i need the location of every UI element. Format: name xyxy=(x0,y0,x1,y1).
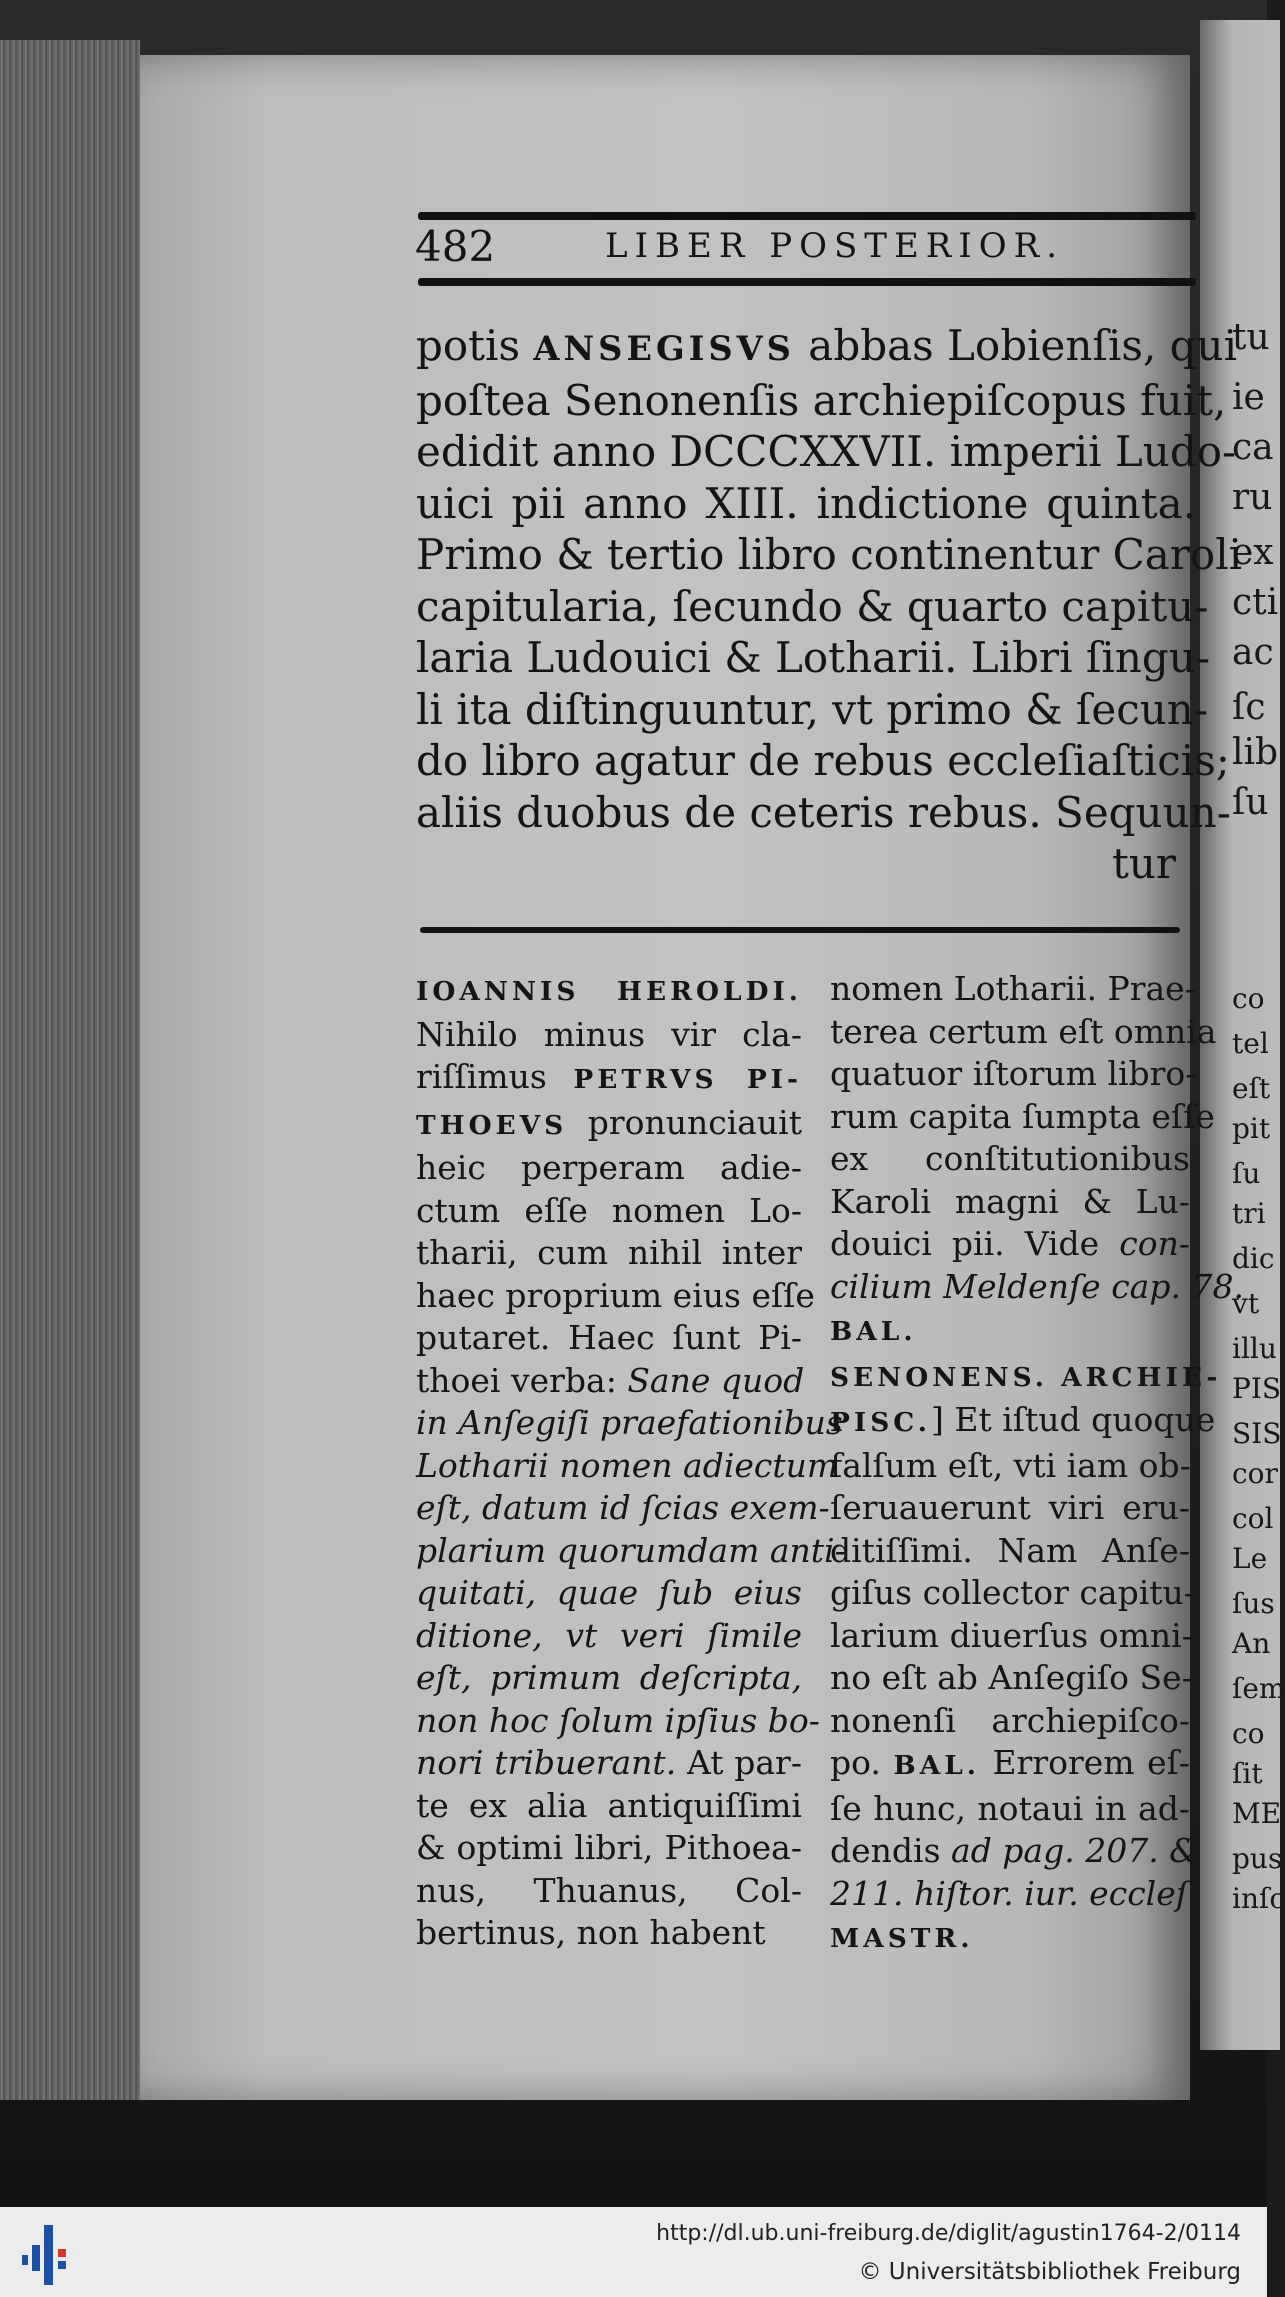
facing-page-fragment: ME xyxy=(1232,1797,1282,1830)
text-run: tharii, cum nihil inter xyxy=(416,1233,802,1272)
text-run: At par- xyxy=(676,1743,802,1782)
text-line xyxy=(416,1317,802,1360)
text-run: po. xyxy=(830,1743,894,1782)
text-line xyxy=(416,1275,815,1318)
text-line xyxy=(416,684,1209,736)
text-line xyxy=(416,426,1237,478)
text-run: pronunciauit xyxy=(567,1102,802,1142)
text-line xyxy=(416,1700,820,1743)
text-run: abbas Lobienſis, qui xyxy=(794,321,1238,370)
facing-page-fragment: tri xyxy=(1232,1197,1266,1230)
text-line xyxy=(830,1445,1190,1488)
text-run: capitularia, ſecundo & quarto capitu- xyxy=(416,581,1209,631)
catchword: tur xyxy=(1111,839,1176,888)
italic-run: plarium quorumdam anti- xyxy=(416,1530,846,1570)
facing-page-fragment: cor xyxy=(1232,1457,1278,1490)
text-run: heic perperam adie- xyxy=(416,1148,802,1187)
text-run: potis xyxy=(416,321,534,370)
text-run: laria Ludouici & Lotharii. Libri ſingu- xyxy=(416,633,1211,682)
text-run: falſum eſt, vti iam ob- xyxy=(830,1445,1191,1485)
text-run: ex conſtitutionibus xyxy=(830,1139,1190,1178)
text-line xyxy=(416,1360,805,1403)
small-caps-run: THOEVS xyxy=(416,1109,568,1141)
text-line xyxy=(416,1147,802,1190)
text-run: larium diuerſus omni- xyxy=(830,1615,1193,1655)
main-text xyxy=(416,320,1243,890)
italic-run: Lotharii nomen adiectum xyxy=(416,1445,839,1485)
text-line xyxy=(416,529,1243,581)
small-caps-run: PETRVS PI- xyxy=(573,1064,802,1095)
running-title: LIBER POSTERIOR. xyxy=(605,226,1065,266)
facing-page-fragment: cti xyxy=(1232,582,1279,623)
footnote-rule xyxy=(420,927,1180,933)
facing-page-fragment: col xyxy=(1232,1502,1274,1535)
text-line xyxy=(830,1915,1190,1961)
text-line xyxy=(416,375,1227,427)
small-caps-run: BAL. xyxy=(893,1750,980,1781)
text-line xyxy=(830,1873,1199,1916)
text-run: douici pii. Vide xyxy=(830,1224,1120,1263)
facing-page-fragment: co xyxy=(1232,1717,1265,1750)
facing-page-fragment: eſt xyxy=(1232,1072,1271,1105)
facing-page-fragment: ſit xyxy=(1232,1757,1263,1790)
facing-page-fragment: ſu xyxy=(1232,782,1269,823)
logo-bar-main xyxy=(44,2225,53,2285)
text-line xyxy=(416,1530,846,1573)
permalink-url[interactable]: http://dl.ub.uni-freiburg.de/diglit/agustin1764-2/0114 xyxy=(656,2221,1241,2246)
text-run: haec proprium eius eſſe xyxy=(416,1275,815,1315)
text-line xyxy=(830,1096,1215,1139)
text-line xyxy=(416,1232,802,1275)
facing-page-fragment: tu xyxy=(1232,317,1270,358)
text-line xyxy=(416,1056,802,1102)
small-caps-run: MASTR. xyxy=(830,1923,974,1954)
text-line xyxy=(830,1011,1217,1054)
text-run: ] Et iſtud quoque xyxy=(930,1400,1216,1439)
small-caps-run: SENONENS. ARCHIE- xyxy=(830,1361,1222,1393)
text-run: & optimi libri, Pithoea- xyxy=(416,1828,802,1867)
text-run: poſtea Senonenſis archiepiſcopus fuit, xyxy=(416,375,1227,425)
text-run: do libro agatur de rebus eccleſiaſticis; xyxy=(416,736,1230,785)
facing-page-fragment: pus xyxy=(1232,1842,1283,1875)
text-run: edidit anno DCCCXXVII. imperii Ludo- xyxy=(416,427,1237,476)
book-fore-edge xyxy=(0,40,143,2100)
text-run: no eſt ab Anſegiſo Se- xyxy=(830,1658,1193,1697)
text-line xyxy=(416,1190,802,1233)
italic-run: Sane quod xyxy=(627,1360,805,1400)
facing-page-fragment: ſus xyxy=(1232,1587,1275,1620)
facing-page-fragment: lib xyxy=(1232,732,1279,773)
italic-run: non hoc ſolum ipſius bo- xyxy=(416,1700,820,1740)
text-run: Karoli magni & Lu- xyxy=(830,1181,1190,1221)
text-line xyxy=(416,1572,802,1615)
facing-page-fragment: pit xyxy=(1232,1112,1271,1145)
text-line xyxy=(416,1870,802,1913)
text-run: giſus collector capitu- xyxy=(830,1573,1195,1612)
text-run: Primo & tertio libro continentur Caroli xyxy=(416,530,1243,579)
facing-page-fragment: ca xyxy=(1232,427,1274,468)
text-line xyxy=(830,1266,1244,1309)
copyright-notice: © Universitätsbibliothek Freiburg xyxy=(858,2259,1241,2285)
small-caps-run: ANSEGISVS xyxy=(533,328,795,368)
text-line xyxy=(416,1657,802,1700)
facing-page-fragment: ac xyxy=(1232,632,1274,673)
text-run: ſe hunc, notaui in ad- xyxy=(830,1788,1190,1828)
text-line xyxy=(830,1399,1216,1445)
facing-page-fragment: Le xyxy=(1232,1542,1268,1575)
italic-run: eſt, datum id ſcias exem- xyxy=(416,1488,830,1527)
text-line xyxy=(416,581,1209,633)
text-run: li ita diſtinguuntur, vt primo & ſecun- xyxy=(416,684,1209,734)
small-caps-run: IOANNIS HEROLDI. xyxy=(416,976,802,1007)
text-run: dendis xyxy=(830,1831,952,1870)
text-run: thoei verba: xyxy=(416,1360,628,1400)
text-run: bertinus, non habent xyxy=(416,1913,766,1952)
small-caps-run: PISC. xyxy=(830,1407,931,1438)
text-line xyxy=(830,1487,1190,1530)
text-line xyxy=(416,1827,802,1870)
text-run: ctum eſſe nomen Lo- xyxy=(416,1190,802,1230)
viewer-footer xyxy=(0,2207,1267,2297)
facing-page-fragment: ſc xyxy=(1232,687,1266,728)
page-number: 482 xyxy=(415,222,496,271)
text-line xyxy=(416,787,1231,839)
text-line xyxy=(830,1572,1195,1615)
facing-page-fragment: PIS xyxy=(1232,1372,1282,1405)
text-line xyxy=(416,968,802,1014)
text-line xyxy=(416,1402,843,1445)
text-line xyxy=(830,1742,1190,1788)
text-run: rum capita ſumpta eſſe xyxy=(830,1096,1215,1136)
facing-page-fragment: ru xyxy=(1232,477,1273,518)
facing-page-fragment: dic xyxy=(1232,1242,1275,1275)
notes-left-column xyxy=(416,968,846,1955)
facing-page-fragment: vt xyxy=(1232,1287,1260,1320)
text-line xyxy=(830,968,1196,1011)
text-line xyxy=(830,1788,1190,1831)
facing-page-fragment: ſem xyxy=(1232,1672,1285,1705)
facing-page-fragment: illu xyxy=(1232,1332,1277,1365)
text-run: putaret. Haec ſunt Pi- xyxy=(416,1318,802,1357)
text-line xyxy=(416,320,1238,375)
facing-page-fragment: ie xyxy=(1232,377,1265,418)
text-run: riſſimus xyxy=(416,1057,574,1096)
text-line xyxy=(830,1615,1193,1658)
text-line xyxy=(830,1530,1190,1573)
text-line xyxy=(830,1354,1222,1400)
italic-run: ad pag. 207. & xyxy=(951,1831,1199,1870)
text-line xyxy=(416,1102,802,1148)
italic-run: in Anſegiſi praefationibus xyxy=(416,1403,843,1442)
italic-run: nori tribuerant. xyxy=(416,1743,677,1782)
text-line xyxy=(416,735,1230,787)
text-line xyxy=(416,1742,802,1785)
ub-freiburg-logo-icon xyxy=(14,2223,84,2287)
text-run: nonenſi archiepiſco- xyxy=(830,1700,1190,1740)
text-line xyxy=(416,1785,802,1828)
small-caps-run: BAL. xyxy=(830,1316,917,1347)
italic-run: cilium Meldenſe cap. 78. xyxy=(830,1266,1244,1306)
text-line xyxy=(416,1912,802,1955)
italic-run: 211. hiſtor. iur. eccleſ. xyxy=(830,1873,1199,1913)
italic-run: eſt, primum deſcripta, xyxy=(416,1658,802,1697)
italic-run: ditione, vt veri ſimile xyxy=(416,1615,802,1655)
text-line xyxy=(830,1181,1190,1224)
facing-page-fragment: tel xyxy=(1232,1027,1269,1060)
text-line xyxy=(416,632,1211,684)
text-line xyxy=(416,1615,802,1658)
text-line xyxy=(830,1138,1190,1181)
text-line xyxy=(416,1445,839,1488)
text-line xyxy=(830,1308,1190,1354)
facing-page-fragment: inſc xyxy=(1232,1882,1285,1915)
italic-run: con- xyxy=(1119,1224,1190,1263)
text-line xyxy=(830,1830,1199,1873)
header-rule-top xyxy=(418,212,1196,220)
text-run: ditiſſimi. Nam Anſe- xyxy=(830,1530,1190,1570)
italic-run: quitati, quae ſub eius xyxy=(416,1573,802,1612)
text-run: ſeruauerunt viri eru- xyxy=(830,1488,1190,1527)
text-line xyxy=(830,1053,1197,1096)
notes-right-column xyxy=(830,968,1244,1961)
text-line xyxy=(416,478,1196,530)
text-line xyxy=(416,1014,802,1057)
facing-page-fragment: SIS xyxy=(1232,1417,1282,1450)
text-run: Nihilo minus vir cla- xyxy=(416,1014,802,1054)
facing-page-fragment: ſu xyxy=(1232,1157,1261,1190)
text-run: uici pii anno XIII. indictione quinta. xyxy=(416,478,1196,528)
text-line xyxy=(416,1487,830,1530)
text-run: nus, Thuanus, Col- xyxy=(416,1870,802,1910)
facing-page-fragment: An xyxy=(1232,1627,1271,1660)
text-run: te ex alia antiquiſſimi xyxy=(416,1785,802,1825)
text-run: nomen Lotharii. Prae- xyxy=(830,969,1196,1008)
text-line xyxy=(830,1700,1190,1743)
text-run: quatuor iſtorum libro- xyxy=(830,1054,1197,1093)
facing-page-fragment: ex xyxy=(1232,532,1274,573)
text-line xyxy=(830,1657,1193,1700)
header-rule-bottom xyxy=(418,278,1196,286)
text-run: terea certum eſt omnia xyxy=(830,1011,1217,1051)
text-run: Errorem eſ- xyxy=(979,1743,1190,1782)
facing-page-fragment: co xyxy=(1232,982,1265,1015)
text-line xyxy=(830,1223,1190,1266)
text-run: aliis duobus de ceteris rebus. Sequun- xyxy=(416,787,1231,837)
